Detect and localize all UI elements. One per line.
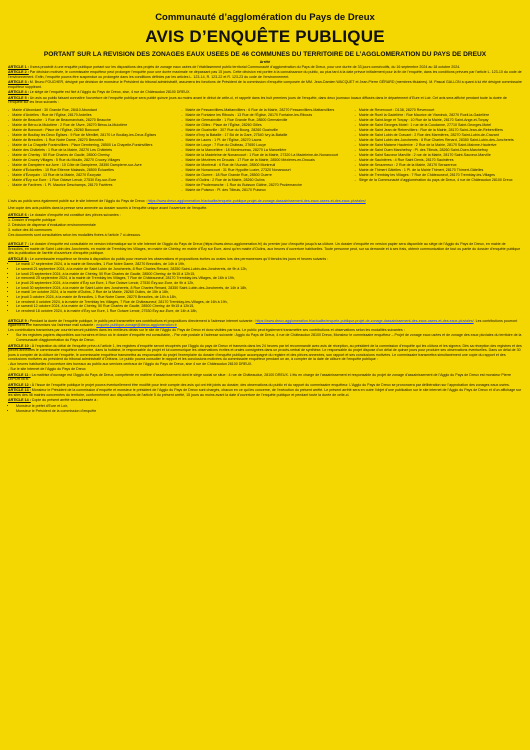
bullet-dash: -: [8, 157, 10, 162]
article-4: [8, 90, 522, 94]
place-item: [355, 123, 522, 127]
place-item: [8, 178, 175, 182]
place-item: [181, 163, 348, 167]
place-text: Mairie de Thimert Gâtelles : 1 Pl. de la Mairie Thimert, 28170 Thimert-Gâtelles: [358, 167, 484, 172]
bullet-dash: -: [354, 152, 356, 157]
list-item: 2. Décision de dispense d’évaluation environnementale: [8, 223, 96, 228]
place-item: [181, 133, 348, 137]
place-text: Mairie d’Ézy sur Eure : 1 Rue Octave Lenoir, 27530 Ézy-sur-Eure: [12, 177, 117, 182]
place-text: Mairie d’Ardelles : Rue de l’Église, 28170 Ardelles: [12, 112, 92, 117]
article-11: [8, 373, 522, 382]
arrete-label: Arrêté: [259, 59, 271, 64]
bullet-dash: -: [354, 107, 356, 112]
place-text: Mairie de Ouerre : 18 Rue Grande Rue, 28500 Ouerre: [185, 172, 272, 177]
place-item: [8, 133, 175, 137]
place-text: Mairie de Germainville : 1 Rue Grande Rue, 28500 Germainville: [185, 117, 288, 122]
article-label: ARTICLE 5 :: [8, 95, 29, 100]
article-5: [8, 96, 522, 105]
article-12: [8, 383, 522, 387]
article-label: ARTICLE 1 :: [8, 64, 29, 69]
place-text: Mairie de Puiseux : Pl. des Tilleuls, 28170 Puiseux: [185, 187, 266, 192]
place-item: [181, 158, 348, 162]
bullet-dash: -: [181, 177, 183, 182]
places-column-1: [8, 108, 175, 193]
bullet-dash: -: [8, 177, 10, 182]
place-text: Mairie d’Ézorpain : 13 Rue de la Mairie, 28270 Ézorpain: [12, 172, 102, 177]
place-item: [181, 173, 348, 177]
bullet-dash: -: [181, 142, 183, 147]
list-item: • Le mercredi 25 septembre 2024, à la mairie de Tremblay les Villages, 7 Rue de Châteauneuf, 28170 Tremblay-les-Villages, de 16h à 19h,: [16, 276, 522, 281]
place-text: Mairie de Guainville : 307 Rue du Bourg, 28260 Guainville: [185, 127, 279, 132]
web-notice-link[interactable]: https://www.dreux-agglomeration.fr/actualite/enquete-publique-projet-de-zonage-dassainissement-des-eaux-usees-et-des-eaux-pluviales/: [147, 198, 366, 203]
place-text: Mairie de Cherisy : 50 Rue Charles de Gaulle, 28500 Cherisy: [12, 152, 110, 157]
notice-subtitle: PORTANT SUR LA REVISION DES ZONAGES EAUX USEES DE 46 COMMUNES DU TERRITOIRE DE L’AGGLOMERATION DU PAYS DE DREUX: [43, 51, 487, 58]
bullet-dash: -: [181, 182, 183, 187]
place-item: [181, 143, 348, 147]
bullet-dash: -: [8, 137, 10, 142]
place-item: [355, 158, 522, 162]
place-text: Siège de la Communauté d’agglomération du pays de Dreux, 4 rue de Châteaudun 28100 Dreux: [358, 177, 513, 182]
list-item: • Le samedi 12 octobre 2024, à la mairie de Chérisy, 50 Rue Charles de Gaulle, 28500 Cherisy, de 9h15 à 12h15,: [16, 304, 522, 309]
article-label: ARTICLE 3 :: [8, 80, 29, 85]
place-text: Mairie de la Madeleine de Nonancourt : 1 Rue de la Mairie, 27320 La Madeleine-de-Nonancourt: [185, 152, 338, 157]
contribution-email[interactable]: enquete-publique-zonage@dreux-agglomeration.fr: [96, 323, 177, 328]
bullet-dash: -: [181, 137, 183, 142]
bullet-dash: -: [8, 107, 10, 112]
article-text: Les contributions transmises par courriel seront publiées dans les meilleurs délais sur le site de l’Agglo du Pays de Dreux et donc visibles par tous. Le public peut également transmettre ses contributions et observations selon les modalités suivantes :: [8, 327, 405, 332]
bullet-dash: -: [354, 122, 356, 127]
bullet-dash: -: [8, 122, 10, 127]
place-item: [181, 108, 348, 112]
bullet-dash: -: [8, 117, 10, 122]
bullet-dash: -: [354, 117, 356, 122]
place-item: [181, 168, 348, 172]
place-item: [8, 118, 175, 122]
bullet-dash: -: [354, 147, 356, 152]
article-label: ARTICLE 11 :: [8, 372, 31, 377]
place-text: Mairie de Revercourt : D138, 28270 Revercourt: [358, 107, 435, 112]
bullet-dash: -: [181, 167, 183, 172]
place-text: Mairie de Saint Lubin des Joncherets : 8 Rue Charles Renard, 28350 Saint-Lubin-des-Joncherets: [358, 137, 514, 142]
article-text: Copie du présent arrêté sera adressée à :: [31, 398, 99, 403]
article-label: ARTICLE 14 :: [8, 398, 31, 403]
article-10-point: - Aux heures habituelles d’ouverture des bureaux au public aux services centraux de l’Agglo du Pays de Dreux, sise 4 rue de Châteaudun 28100 DREUX.: [8, 362, 253, 367]
bullet-dash: -: [8, 172, 10, 177]
contribution-link[interactable]: https://www.dreux-agglomeration.fr/actualite/enquete-publique-projet-de-zonage-dassainissement-des-eaux-usees-et-des-eaux-pluviales/: [255, 318, 474, 323]
articles-top: [8, 65, 522, 105]
article-text: Les contributions pourront également être transmises via l’adresse mail suivante :: [8, 318, 518, 328]
bullet-dash: -: [181, 127, 183, 132]
article-text: Pendant la durée de l’enquête publique, le public peut transmettre ses contributions et propositions directement à l’adresse internet suivante :: [29, 318, 255, 323]
place-item: [8, 123, 175, 127]
list-item: • Le lundi 30 septembre 2024, à la mairie de Saint Lubin des Joncherets, 8 Rue Charles Renard, 28350 Saint-Lubin-des-Joncherets, de 14h à 18h,: [16, 286, 522, 291]
place-text: Mairie de Gilles : Place de l’Église, 28260 Gilles: [185, 122, 262, 127]
place-item: [8, 128, 175, 132]
place-item: [355, 118, 522, 122]
list-item: • Monsieur le Président de la commission d’enquête: [16, 409, 522, 414]
bullet-dash: -: [354, 157, 356, 162]
article-text: À l’expiration du délai de l’enquête prévu à l’article 1, les registres d’enquête seront récupérés par l’Agglo du pays de Dreux et transmis dans les 24 heures par tel recommandé avec avis de réception, au président de la commission d’enquête qui les clôtura et les signera. Dès sa réception des registres et des pièces annexées le commissaire enquêteur rencontre, dans la huitaine, le responsable du projet et lui communique les observations écrites et orales consignées dans un procès-verbal de synthèse. Le responsable du projet dispose d’un délai de quinze jours pour produire ses observations éventuelles. Dans un délai de 30 jours à compter de la clôture de l’enquête, le commissaire enquêteur transmettra au responsable du projet l’exemplaire du dossier d’enquête publique accompagné du registre et des pièces annexées, son rapport et ses conclusions motivées. Le commissaire transmettra simultanément une copie du rapport et des conclusions motivées au président du tribunal administratif d’Orléans. Le public pourra consulter le rapport et les conclusions motivées du commissaire enquêteur pendant un an, à compter de la date de clôture de l’enquête publique :: [8, 343, 522, 361]
places-column-3: [355, 108, 522, 193]
place-text: Mairie de Saint Georges Motel : 1 rue de la Coudanne, 27710 Saint-Georges-Motel: [358, 122, 492, 127]
article-text: À l’issue de l’enquête publique le projet pourra éventuellement être modifié pour tenir compte des avis qui ont été joints au dossier, des observations du public et du rapport du commissaire enquêteur. L’Agglo du Pays de Dreux se prononcera par délibération sur l’approbation des zonages eaux usées.: [31, 382, 510, 387]
place-item: [8, 138, 175, 142]
place-text: Mairie de Saint Jean de Rebervilliers : Rue de la Mairie, 28170 Saint-Jean-de-Rebervilliers: [358, 127, 503, 132]
place-item: [355, 153, 522, 157]
place-text: Mairie de Brezolles : 1 Rue Notre Dame, 28270 Brezolles: [12, 137, 104, 142]
article-text: Le commissaire enquêteur se tiendra à disposition du public pour recevoir les observations et propositions écrites ou orales lors des permanences qu’il tiendra les jours et heures suivants :: [29, 256, 329, 261]
bullet-dash: -: [8, 112, 10, 117]
contribution-modes-list: [8, 333, 522, 342]
bullet-dash: -: [181, 187, 183, 192]
article-text: Il sera procédé à une enquête publique portant sur les dispositions des projets de zonage eaux usées de l’établissement public territorial Communauté d’agglomération du Pays de Dreux, pour une durée de 33 jours consécutifs, du 16 septembre 2024 au 18 octobre 2024.: [29, 64, 461, 69]
place-item: [355, 133, 522, 137]
place-item: [355, 178, 522, 182]
list-item: • Le mardi 1er octobre 2024, à la mairie d’Oulins, 2 Rue de la Mairie, 28260 Oulins, de 15h à 18h,: [16, 290, 522, 295]
article-label: ARTICLE 2 :: [8, 70, 29, 75]
article-3: [8, 80, 522, 89]
bullet-dash: -: [354, 167, 356, 172]
list-item: 3. notice des 46 communes: [8, 228, 52, 233]
place-text: Mairie de Favières : 1 Pl. Maurice Deschamps, 28170 Favières: [12, 182, 113, 187]
list-item: • Sur les registres papiers disponibles aux horaires et lieux où le dossier d’enquête est consultable, - Par voie postale à l’adresse suivante : Agglo du Pays de Dreux, 4 rue de Châteaudun 28100 Dreux, Monsieur le commissaire enquêteur – Projet de zonage eaux usées et de zonage des eaux pluviales du territoire de la Communauté d’agglomération du Pays de Dreux.: [16, 333, 522, 342]
place-item: [8, 143, 175, 147]
place-text: Mairie de Montreuil : 6 Rue de l’Aunaie, 28500 Montreuil: [185, 162, 276, 167]
place-item: [355, 168, 522, 172]
article-7: [8, 242, 522, 255]
place-item: [355, 108, 522, 112]
place-text: Mairie de La Chapelle Forainvilliers : Place Dembering, 28500 La Chapelle-Forainvilliers: [12, 142, 153, 147]
bullet-dash: -: [8, 162, 10, 167]
place-item: [8, 163, 175, 167]
bullet-dash: -: [181, 172, 183, 177]
place-item: [355, 138, 522, 142]
place-item: [8, 148, 175, 152]
list-item: • Monsieur le préfet d’Eure et Loir,: [16, 404, 522, 409]
places-columns: [8, 108, 522, 193]
place-text: Mairie de Dampierre sur Avre : 10 Côte de Dampierre, 28350 Dampierre-sur-Avre: [12, 162, 142, 167]
bullet-dash: -: [181, 147, 183, 152]
place-item: [181, 118, 348, 122]
recipients-list: [8, 404, 522, 413]
place-item: [355, 163, 522, 167]
article-text: Un avis au public faisant connaître l’ouverture de l’enquête publique sera publié quinze jours au moins avant le début de celle-ci, et rappelé dans les huit premiers jours de l’enquête, dans deux journaux locaux diffusés dans le département d’Eure et Loir. Cet avis sera affiché pendant toute la durée de l’enquête sur les lieux suivants :: [8, 95, 507, 105]
list-item: • Le lundi 23 septembre 2024, à la mairie de Chérisy, 50 Rue Charles de Gaulle, 28500 Cherisy, de 9h15 à 12h15,: [16, 272, 522, 277]
article-text: M. Bruno FOUCHER, désigné par décision de monsieur le Président du tribunal administratif, assumera les fonctions de Président de la commission d’enquête composée de MM. Jean-Damien WACQUET et Jean-Pierre GÉRARD (membres titulaires). M. Pascal GALLON a quant à lui été désigné commissaire enquêteur suppléant.: [8, 80, 522, 89]
article-label: ARTICLE 8 :: [8, 256, 29, 261]
bullet-dash: -: [8, 132, 10, 137]
article-label: ARTICLE 13 :: [8, 388, 31, 393]
place-item: [8, 153, 175, 157]
place-text: Mairie de Serazereux : 2 Rue de la Mairie, 28170 Serazereux: [358, 162, 457, 167]
place-item: [181, 128, 348, 132]
place-item: [181, 113, 348, 117]
place-item: [355, 143, 522, 147]
bullet-dash: -: [8, 182, 10, 187]
bullet-dash: -: [8, 167, 10, 172]
place-text: Mairie des Châtelets : 1 Rue de la Mairie, 28270 Les Châtelets: [12, 147, 113, 152]
place-text: Mairie de Boullay les Deux Églises : 9 Rue de Ménillet, 28170 Le Boullay-les-Deux-Églises: [12, 132, 157, 137]
place-item: [181, 123, 348, 127]
bullet-dash: -: [181, 162, 183, 167]
article-text: La maîtrise d’ouvrage est l’Agglo du Pays de Dreux, compétente en matière d’assainissement dont le siège social se situe : 4 rue de Châteaudun, 28100 DREUX. L’élu en charge de l’assainissement et responsable du projet de zonage d’assainissement de l’Agglo du Pays de Dreux est monsieur Pierre LEPORTIER.: [8, 372, 512, 382]
place-text: Mairie de Saint Maixme Hauterive : 2 Rue de la Mairie, 28170 Saint-Maixme-Hauterive: [358, 142, 497, 147]
list-item: • Le mardi 17 septembre 2024, à la mairie de Brezolles, 1 Rue Notre Dame, 28270 Brezolles, de 14h à 19h,: [16, 262, 522, 267]
bullet-dash: -: [8, 127, 10, 132]
article-text: Monsieur le Président de la commission d’enquête et monsieur le président de l’Agglo du Pays de Dreux sont chargés, chacun en ce qui les concerne, de l’exécution du présent arrêté. Le présent arrêté sera en outre l’objet d’une publication sur le site internet de l’Agglo du Pays de Dreux et d’un affichage sur les sites des 46 mairies concernées du territoire, conformément aux dispositions de l’article 5 du présent arrêté, 15 jours au moins avant la date d’ouverture de l’enquête publique et pendant toute la durée de celle-ci.: [8, 388, 522, 397]
article-text: Le dossier d’enquête est constitué des pièces suivantes :: [29, 213, 121, 218]
bullet-dash: -: [181, 157, 183, 162]
place-text: Mairie de Rueil la Gadelière : Rue Maurice de Vlaminck, 28270 Rueil-la-Gadelière: [358, 112, 490, 117]
place-text: Mairie de Fessanvilliers-Mattanvilliers : 6 Rue de la Mairie, 28270 Fessanvilliers-Mattanvilliers: [185, 107, 335, 112]
list-item: • Le vendredi 4 octobre 2024, à la mairie de Tremblay les Villages, 7 Rue de Châteauneuf, 28170 Tremblay-les-Villages, de 16h à 19h,: [16, 300, 522, 305]
bullet-dash: -: [354, 162, 356, 167]
place-text: Mairie de Nonancourt : 31 Rue Hypolite Lozier, 27320 Nonancourt: [185, 167, 291, 172]
bullet-dash: -: [354, 137, 356, 142]
list-item: • Le jeudi 3 octobre 2024, à la mairie de Brezolles, 1 Rue Notre Dame, 28270 Brezolles, de 14h à 18h,: [16, 295, 522, 300]
article-label: ARTICLE 9 :: [8, 318, 29, 323]
article-label: ARTICLE 10 :: [8, 343, 31, 348]
article-label: ARTICLE 6 :: [8, 213, 29, 218]
bullet-dash: -: [181, 132, 183, 137]
bullet-dash: -: [354, 132, 356, 137]
place-text: Mairie de Saulnières : 4 Rue Saint Denis, 28170 Saulnières: [358, 157, 454, 162]
article-9: ARTICLE 9 : Pendant la durée de l’enquête publique, le public peut transmettre ses contributions et propositions directement à l’adresse internet suivante : https://www.dreux-agglomeration.fr/actualite/enquete-publique-projet-de-zonage-dassainissement-des-eaux-usees-et-des-eaux-pluviales/. Les contributions pourront également être transmises via l’adresse mail suivante : enquete-publique-zonage@dreux-agglomeration.fr Les contributions transmises par courriel seront publiées dans les meilleurs délais sur le site de l’Agglo du Pays de Dreux et donc visibles par tous. Le public peut également transmettre ses contributions et observations selon les modalités suivantes : • Sur les registres papiers disponibles aux horaires et lieux où le dossier d’enquête est consultable, - Par voie postale à l’adresse suivante : Agglo du Pays de Dreux, 4 rue de Châteaudun 28100 Dreux, Monsieur le commissaire enquêteur – Projet de zonage eaux usées et de zonage des eaux pluviales du territoire de la Communauté d’agglomération du Pays de Dreux.: [8, 319, 522, 343]
article-label: ARTICLE 12 :: [8, 382, 31, 387]
article-text: Le siège de l’enquête est fixé à l’Agglo du Pays de Dreux, sise, 4 rue de Châteaudun 28100 DREUX.: [29, 90, 191, 95]
place-item: [181, 148, 348, 152]
place-text: Mairie de Saint Ange et Torçay : 10 Rue de la Mairie, 28170 Saint-Ange-et-Torçay: [358, 117, 489, 122]
bullet-dash: -: [181, 107, 183, 112]
place-item: [181, 188, 348, 192]
place-text: Mairie de Fontaine les Ribouts : 13 Rue de l’Église, 28170 Fontaine-les-Ribouts: [185, 112, 313, 117]
place-text: Mairie de Boncourt : Place de l’Église, 28260 Boncourt: [12, 127, 100, 132]
place-text: Mairie d’Oulins : 2 Rue de la Mairie, 28260 Oulins: [185, 177, 265, 182]
bullet-dash: -: [8, 142, 10, 147]
bullet-dash: -: [354, 142, 356, 147]
article-label: ARTICLE 7 :: [8, 242, 29, 247]
place-text: Mairie de Saint Ouen Marchefroy : Pl. des Tilleuls, 28260 Saint-Ouen-Marchefroy: [358, 147, 488, 152]
place-item: [8, 113, 175, 117]
places-column-2: [181, 108, 348, 193]
place-text: Mairie de Tremblay les Villages : 7 Rue de Châteauneuf, 28170 Tremblay-les-Villages: [358, 172, 495, 177]
articles-bottom: [8, 344, 522, 414]
place-item: [8, 158, 175, 162]
permanences-list: [8, 262, 522, 313]
article-10: [8, 344, 522, 362]
place-text: Mairie de Beauche : 1 Rue de Beaumarchais, 28270 Beauche: [12, 117, 111, 122]
copy-notice: Une copie des avis publiés dans la presse sera annexée au dossier soumis à l’enquête unique avant l’ouverture de l’enquête.: [8, 206, 208, 210]
list-item: • Le vendredi 18 octobre 2024, à la mairie d’Ézy sur Eure, 1 Rue Octave Lenoir, 27530 Ézy-sur-Eure, de 14h à 18h,: [16, 309, 522, 314]
place-text: Mairie de Laons : 1 Pl. de l’Église, 28270 Laons: [185, 137, 262, 142]
place-item: [181, 183, 348, 187]
place-item: [181, 138, 348, 142]
place-text: Mairie de Louye : 7 Rue du Château, 27650 Louye: [185, 142, 267, 147]
web-notice-text: L’avis au public sera également publié sur le site Internet de l’Agglo du Pays de Dreux :: [8, 198, 147, 203]
article-1: [8, 65, 522, 69]
place-text: Mairie d’Écluzelles : 10 Rue Etienne Malassis, 28500 Écluzelles: [12, 167, 114, 172]
place-item: [355, 113, 522, 117]
place-text: Mairie de Saint Sauveur Marville : 2 rue de la Mairie, 28170 Saint-Sauveur-Marville: [358, 152, 491, 157]
bullet-dash: -: [181, 152, 183, 157]
place-text: Mairie d’Ivry la Bataille : 17 Bd de la Gare, 27540 Ivry-la-Bataille: [185, 132, 288, 137]
organization-name: Communauté d’agglomération du Pays de Dreux: [155, 12, 375, 23]
list-item: 1. Dossier d’enquête publique: [8, 218, 56, 223]
article-13: [8, 388, 522, 397]
article-10-point: - Sur le site Internet de l’Agglo du Pays de Dreux: [8, 367, 86, 372]
bullet-dash: -: [181, 122, 183, 127]
article-6: [8, 213, 522, 237]
place-text: Mairie d’Abondant : 30 Grande Rue, 28410 Abondant: [12, 107, 97, 112]
place-text: Mairie de la Mancelière : 18 Montmureau, 28270 La Mancelière: [185, 147, 287, 152]
article-label: ARTICLE 4 :: [8, 90, 29, 95]
place-item: [8, 183, 175, 187]
bullet-dash: -: [8, 147, 10, 152]
place-item: [181, 178, 348, 182]
place-text: Mairie de Bérou la Mulotière : 2 Rue de l’Avre, 28270 Bérou-la-Mulotière: [12, 122, 128, 127]
place-item: [181, 153, 348, 157]
bullet-dash: -: [354, 112, 356, 117]
place-item: [355, 148, 522, 152]
list-item: • Le jeudi 26 septembre 2024, à la mairie d’Ézy sur Eure, 1 Rue Octave Lenoir, 27530 Ézy-sur-Eure, de 9h à 12h,: [16, 281, 522, 286]
place-text: Mairie de Saint Lubin de Cravant : 2 Rue des Marmières, 28270 Saint-Lubin-de-Cravant: [358, 132, 499, 137]
place-item: [8, 168, 175, 172]
article-text: Le dossier d’enquête est consultable en version informatique sur le site Internet de l’Agglo du Pays de Dreux (https://www.dreux-agglomeration.fr/) du premier jour d’enquête jusqu’à sa clôture. Un dossier d’enquête en version papier sera disponible au siège de l’Agglo du Pays de Dreux, en mairie de Brezolles, en mairie de Saint Lubin des Joncherets, en mairie de Tremblay les Villages, en mairie de Chérisy, en mairie d’Ézy sur Eure, ainsi qu’en mairie d’Oulins, aux heures d’ouverture habituelles. Toute personne peut, sur sa demande et à ses frais, obtenir communication de tout ou partie du dossier d’enquête publique dès la publication de l’arrêté d’ouverture d’enquête publique.: [8, 242, 521, 256]
bullet-dash: -: [181, 117, 183, 122]
article-8: [8, 257, 522, 314]
notice-title: AVIS D’ENQUÊTE PUBLIQUE: [145, 27, 385, 46]
place-text: Mairie de Mézières en Drouais : 17 Rue de la Mairie, 28500 Mézières-en-Drouais: [185, 157, 315, 162]
bullet-dash: -: [8, 152, 10, 157]
place-text: Mairie de Crucey Villages : 5 Rue du Moulin, 28270 Crucey-Villages: [12, 157, 121, 162]
bullet-dash: -: [181, 112, 183, 117]
article-2: [8, 70, 522, 79]
bullet-dash: -: [354, 172, 356, 177]
list-item: • Le samedi 21 septembre 2024, à la mairie de Saint Lubin de Joncherets, 8 Rue Charles Renard, 28350 Saint-Lubin-des-Joncherets, de 9h à 12h,: [16, 267, 522, 272]
place-item: [355, 128, 522, 132]
place-text: Mairie de Prudemanche : 1 Rue du Buisson Gâtine, 28270 Prudemanche: [185, 182, 302, 187]
article-14: [8, 398, 522, 402]
place-item: [8, 108, 175, 112]
place-item: [355, 173, 522, 177]
bullet-dash: -: [354, 127, 356, 132]
list-item: Ces documents sont consultables selon les modalités fixées à l’article 7 ci-dessous.: [8, 233, 142, 238]
place-item: [8, 173, 175, 177]
article-text: Par décision motivée, le commissaire enquêteur peut prolonger l’enquête pour une durée maximale ne dépassant pas 15 jours. Cette décision est portée à la connaissance du public, au plus tard à la date prévue initialement pour la fin de l’enquête, dans les conditions prévues par l’article L. 123-10 du code de l’environnement. Enfin, l’enquête pourra être suspendue ou prolongée dans les conditions définies par les articles L. 123-14, R. 123-22 et R. 123-23 du code de l’environnement.: [8, 70, 522, 79]
bullet-dash: -: [354, 177, 356, 182]
